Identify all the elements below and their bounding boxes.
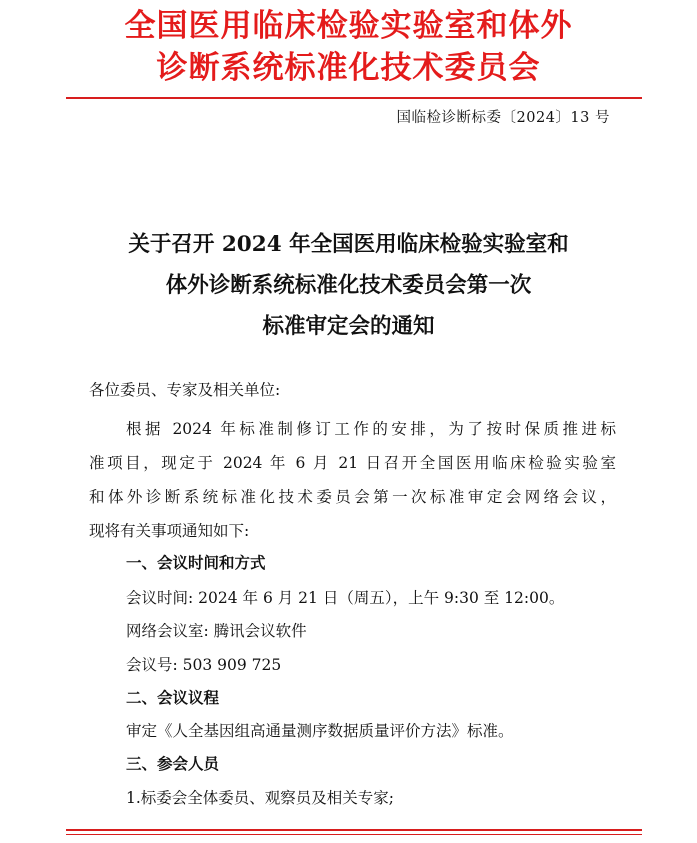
notice-title-line-3: 标准审定会的通知 (262, 314, 435, 339)
paragraph-line: 和体外诊断系统标准化技术委员会第一次标准审定会网络会议， (89, 488, 616, 506)
section-heading-time-format: 一、会议时间和方式 (126, 554, 266, 572)
agenda-item: 审定《人全基因组高通量测序数据质量评价方法》标准。 (126, 722, 514, 740)
paragraph-line: 准项目，现定于 2024 年 6 月 21 日召开全国医用临床检验实验室 (89, 454, 616, 472)
section-heading-attendees: 三、参会人员 (126, 755, 220, 773)
notice-title-line-1: 关于召开 2024 年全国医用临床检验实验室和 (128, 232, 569, 257)
attendee-item: 1.标委会全体委员、观察员及相关专家; (126, 789, 395, 807)
meeting-room: 网络会议室: 腾讯会议软件 (126, 622, 307, 640)
header-title-line-2: 诊断系统标准化技术委员会 (156, 50, 541, 86)
footer-red-divider (66, 829, 642, 831)
section-heading-agenda: 二、会议议程 (126, 689, 220, 707)
notice-title-line-2: 体外诊断系统标准化技术委员会第一次 (165, 273, 532, 298)
salutation: 各位委员、专家及相关单位: (89, 381, 281, 399)
meeting-id: 会议号: 503 909 725 (126, 656, 282, 674)
footer-red-divider-thin (66, 834, 642, 835)
header-red-divider (66, 97, 642, 99)
meeting-time: 会议时间: 2024 年 6 月 21 日（周五），上午 9:30 至 12:00。 (126, 589, 565, 607)
paragraph-line: 现将有关事项通知如下: (89, 522, 250, 540)
document-number: 国临检诊断标委〔2024〕13 号 (396, 110, 610, 126)
header-title-line-1: 全国医用临床检验实验室和体外 (124, 8, 573, 44)
paragraph-line: 根据 2024 年标准制修订工作的安排，为了按时保质推进标 (126, 420, 616, 438)
